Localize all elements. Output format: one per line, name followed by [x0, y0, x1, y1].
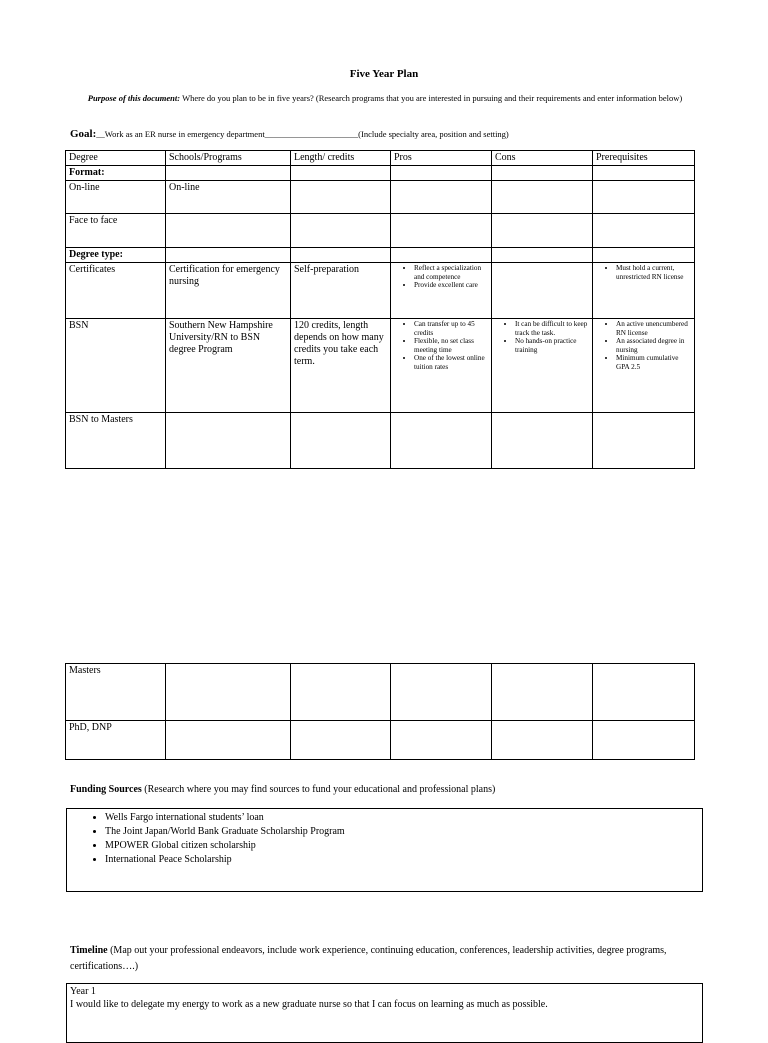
table-row [66, 166, 695, 181]
list-item: • MPOWER Global citizen scholarship [105, 839, 702, 853]
list-item: • Reflect a specialization and competence [414, 264, 488, 281]
table-row [66, 248, 695, 263]
format-label: Format: [66, 166, 166, 181]
page-title: Five Year Plan [349, 68, 419, 80]
table-cell [391, 181, 492, 214]
table-cell [593, 181, 695, 214]
list-item: • An associated degree in nursing [616, 337, 691, 354]
year1-label: Year 1 [70, 986, 96, 997]
funding-heading [70, 784, 495, 795]
purpose-label: Purpose of this document: [87, 93, 181, 103]
year1-text: I would like to delegate my energy to work as a new graduate nurse so that I can focus on learning as much as possible. [70, 999, 548, 1010]
goal-label: Goal: [70, 128, 97, 140]
table-cell: BSN to Masters [66, 413, 166, 469]
table-row [66, 263, 695, 319]
funding-text: (Research where you may find sources to fund your educational and professional plans) [144, 784, 496, 795]
funding-list [67, 811, 702, 867]
list-item: • Provide excellent care [414, 281, 488, 290]
timeline-box [66, 983, 703, 1043]
table-cell [391, 664, 492, 721]
timeline-label: Timeline [70, 945, 108, 956]
list-item: • No hands-on practice training [515, 337, 589, 354]
table-cell [593, 721, 695, 760]
table-cell: Masters [66, 664, 166, 721]
table-row [66, 664, 695, 721]
degree-type-label: Degree type: [66, 248, 166, 263]
header-cell: Cons [492, 151, 593, 166]
header-cell: Schools/Programs [166, 151, 291, 166]
list-item: • One of the lowest online tuition rates [414, 354, 488, 371]
table-cell [492, 214, 593, 248]
table-cell [391, 413, 492, 469]
header-cell: Prerequisites [593, 151, 695, 166]
funding-label: Funding Sources [70, 784, 142, 795]
header-cell: Degree [66, 151, 166, 166]
table-row [66, 319, 695, 413]
table-cell [291, 181, 391, 214]
table-cell [492, 248, 593, 263]
degree-table [65, 150, 695, 469]
table-cell: Certificates [66, 263, 166, 319]
table-cell [492, 664, 593, 721]
certificates-prereq-list [596, 264, 691, 281]
table-row [66, 413, 695, 469]
list-item: • An active unencumbered RN license [616, 320, 691, 337]
table-cell [166, 214, 291, 248]
table-cell: Southern New Hampshire University/RN to BSN degree Program [166, 319, 291, 413]
table-cell [291, 248, 391, 263]
table-cell [291, 166, 391, 181]
table-cell [492, 166, 593, 181]
table-row [66, 181, 695, 214]
header-cell: Length/ credits [291, 151, 391, 166]
table-cell [391, 214, 492, 248]
table-cell [593, 664, 695, 721]
table-cell: 120 credits, length depends on how many credits you take each term. [291, 319, 391, 413]
bsn-cons-list [495, 320, 589, 354]
table-cell [492, 413, 593, 469]
purpose-text: Where do you plan to be in five years? (Research programs that you are interested in pursuing and their requirements and enter information below) [182, 93, 683, 103]
table-cell [166, 248, 291, 263]
table-cell [391, 721, 492, 760]
table-cell [492, 319, 593, 413]
table-cell [291, 413, 391, 469]
table-cell: On-line [66, 181, 166, 214]
certificates-pros-list [394, 264, 488, 290]
purpose-paragraph [70, 93, 700, 104]
table-cell [391, 248, 492, 263]
table-cell [492, 721, 593, 760]
list-item: • Wells Fargo international students’ loan [105, 811, 702, 825]
table-cell [593, 214, 695, 248]
table-cell [593, 413, 695, 469]
table-cell: Face to face [66, 214, 166, 248]
table-header-row [66, 151, 695, 166]
timeline-heading [70, 943, 700, 975]
table-cell: On-line [166, 181, 291, 214]
table-cell: PhD, DNP [66, 721, 166, 760]
table-cell: Certification for emergency nursing [166, 263, 291, 319]
table-cell [391, 166, 492, 181]
bsn-prereq-list [596, 320, 691, 372]
list-item: • Must hold a current, unrestricted RN license [616, 264, 691, 281]
goal-line [70, 128, 509, 140]
table-cell [593, 319, 695, 413]
table-cell [166, 664, 291, 721]
list-item: • International Peace Scholarship [105, 853, 702, 867]
table-cell [593, 248, 695, 263]
table-cell [391, 263, 492, 319]
table-cell [593, 263, 695, 319]
table-cell [391, 319, 492, 413]
table-cell [291, 664, 391, 721]
table-cell [593, 166, 695, 181]
list-item: • Can transfer up to 45 credits [414, 320, 488, 337]
table-cell [492, 263, 593, 319]
table-cell [166, 721, 291, 760]
header-cell: Pros [391, 151, 492, 166]
table-cell: BSN [66, 319, 166, 413]
timeline-text: (Map out your professional endeavors, include work experience, continuing education, conferences, leadership activities, degree programs, certifications….) [70, 945, 667, 972]
list-item: • The Joint Japan/World Bank Graduate Scholarship Program [105, 825, 702, 839]
table-cell [291, 214, 391, 248]
table-cell [492, 181, 593, 214]
funding-box [66, 808, 703, 892]
goal-text: __Work as an ER nurse in emergency department______________________(Include specialty area, position and setting) [96, 129, 509, 139]
table-row [66, 721, 695, 760]
list-item: • Flexible, no set class meeting time [414, 337, 488, 354]
table-cell: Self-preparation [291, 263, 391, 319]
bsn-pros-list [394, 320, 488, 372]
table-row [66, 214, 695, 248]
table-cell [166, 413, 291, 469]
table-cell [166, 166, 291, 181]
table-cell [291, 721, 391, 760]
degree-table-continued [65, 663, 695, 760]
list-item: • It can be difficult to keep track the task. [515, 320, 589, 337]
list-item: • Minimum cumulative GPA 2.5 [616, 354, 691, 371]
